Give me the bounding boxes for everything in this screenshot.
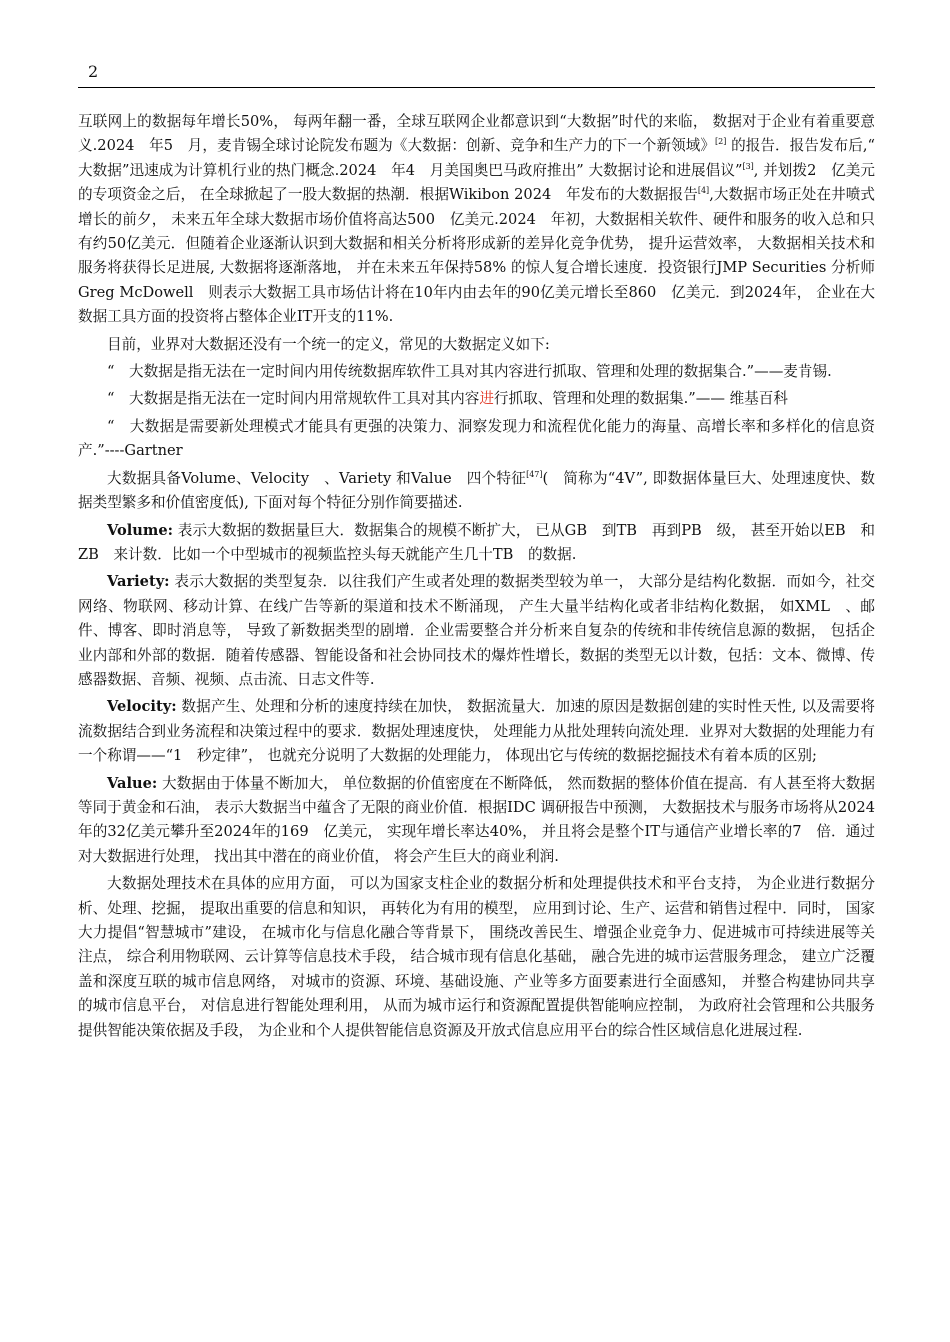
paragraph-value bbox=[78, 772, 875, 870]
paragraph-variety bbox=[78, 570, 875, 692]
highlighted-character: 进 bbox=[479, 390, 494, 408]
paragraph-volume bbox=[78, 519, 875, 568]
variety-label: Variety: bbox=[107, 573, 170, 591]
velocity-label: Velocity: bbox=[107, 698, 177, 716]
value-text: 大数据由于体量不断加大， 单位数据的价值密度在不断降低， 然而数据的整体价值在提高．有人甚至将大数据等同于黄金和石油， 表示大数据当中蕴含了无限的商业价值．根据IDC 调研报告中预测， 大数据技术与服务市场将从2024年的32亿美元攀升至2024年的169 亿美元， 实现年增长率达40%， 并且将会是整个IT与通信产业增长率的7 倍．通过对大数据进行处理， 找出其中潜在的商业价值， 将会产生巨大的商业利润. bbox=[78, 774, 875, 865]
citation-ref: [4] bbox=[697, 186, 710, 196]
paragraph-applications: 大数据处理技术在具体的应用方面， 可以为国家支柱企业的数据分析和处理提供技术和平台支持， 为企业进行数据分析、处理、挖掘， 提取出重要的信息和知识， 再转化为有用的模型， 应用到讨论、生产、运营和销售过程中．同时， 国家大力提倡“智慧城市”建设， 在城市化与信息化融合等背景下， 围绕改善民生、增强企业竞争力、促进城市可持续进展等关注点， 综合利用物联网、云计算等信息技术手段， 结合城市现有信息化基础， 融合先进的城市运营服务理念， 建立广泛覆盖和深度互联的城市信息网络， 对城市的资源、环境、基础设施、产业等多方面要素进行全面感知， 并整合构建协同共享的城市信息平台， 对信息进行智能处理利用， 从而为城市运行和资源配置提供智能响应控制， 为政府社会管理和公共服务提供智能决策依据及手段， 为企业和个人提供智能信息资源及开放式信息应用平台的综合性区域信息化进展过程. bbox=[78, 875, 875, 1039]
quote-gartner: “ 大数据是需要新处理模式才能具有更强的决策力、洞察发现力和流程优化能力的海量、高增长率和多样化的信息资产.”----Gartner bbox=[78, 417, 875, 460]
value-label: Value: bbox=[107, 774, 158, 792]
four-v-text-a: 大数据具备Volume、Velocity 、Variety 和Value 四个特征 bbox=[107, 469, 527, 487]
page-number: 2 bbox=[88, 62, 99, 81]
citation-ref: [2] bbox=[715, 137, 727, 147]
citation-ref: [47] bbox=[526, 469, 543, 479]
quote-wikipedia bbox=[78, 387, 875, 411]
quote-wikipedia-text-a: “ 大数据是指无法在一定时间内用常规软件工具对其内容 bbox=[107, 390, 480, 408]
velocity-text: 数据产生、处理和分析的速度持续在加快， 数据流量大．加速的原因是数据创建的实时性天性, 以及需要将流数据结合到业务流程和决策过程中的要求．数据处理速度快， 处理能力从批处理转向流处理．业界对大数据的处理能力有一个称谓——“1 秒定律”， 也就充分说明了大数据的处理能力， 体现出它与传统的数据挖掘技术有着本质的区别; bbox=[78, 698, 875, 765]
citation-ref: [3] bbox=[742, 161, 754, 171]
intro-text-c: , 并划拨2 亿美元的专项资金之后， 在全球掀起了一股大数据的热潮．根据Wikibon 2024 年发布的大数据报告 bbox=[78, 161, 875, 204]
quote-mckinsey: “ 大数据是指无法在一定时间内用传统数据库软件工具对其内容进行抓取、管理和处理的数据集合.”——麦肯锡. bbox=[107, 363, 832, 381]
paragraph-velocity bbox=[78, 695, 875, 768]
paragraph-4v bbox=[78, 467, 875, 516]
four-v-text-b: ( 简称为“4V”, 即数据体量巨大、处理速度快、数据类型繁多和价值密度低), 下面对每个特征分别作简要描述. bbox=[78, 469, 875, 512]
intro-text-b: 的报告．报告发布后,“ 大数据”迅速成为计算机行业的热门概念.2024 年4 月美国奥巴马政府推出” 大数据讨论和进展倡议” bbox=[78, 137, 875, 179]
quote-wikipedia-text-b: 行抓取、管理和处理的数据集.”—— 维基百科 bbox=[493, 390, 788, 408]
paragraph-intro bbox=[78, 110, 875, 330]
volume-text: 表示大数据的数据量巨大．数据集合的规模不断扩大， 已从GB 到TB 再到PB 级， 甚至开始以EB 和ZB 来计数．比如一个中型城市的视频监控头每天就能产生几十TB 的数据. bbox=[78, 521, 875, 563]
intro-text-d: ,大数据市场正处在井喷式增长的前夕， 未来五年全球大数据市场价值将高达500 亿美元.2024 年初，大数据相关软件、硬件和服务的收入总和只有约50亿美元．但随着企业逐渐认识到大数据和相关分析将形成新的差异化竞争优势， 提升运营效率， 大数据相关技术和服务将获得长足进展, 大数据将逐渐落地， 并在未来五年保持58% 的惊人复合增长速度．投资银行JMP Securities 分析师Greg McDowell 则表示大数据工具市场估计将在10年内由去年的90亿美元增长至860 亿美元．到2024年， 企业在大数据工具方面的投资将占整体企业IT开支的11%. bbox=[78, 186, 875, 326]
header-rule bbox=[78, 87, 875, 88]
intro-text-a: 互联网上的数据每年增长50%， 每两年翻一番，全球互联网企业都意识到“大数据”时代的来临， 数据对于企业有着重要意义.2024 年5 月，麦肯锡全球讨论院发布题为《大数据：创新、竞争和生产力的下一个新领域》 bbox=[78, 113, 875, 155]
variety-text: 表示大数据的类型复杂．以往我们产生或者处理的数据类型较为单一， 大部分是结构化数据．而如今，社交网络、物联网、移动计算、在线广告等新的渠道和技术不断涌现， 产生大量半结构化或者非结构化数据， 如XML 、邮件、博客、即时消息等， 导致了新数据类型的剧增．企业需要整合并分析来自复杂的传统和非传统信息源的数据， 包括企业内部和外部的数据．随着传感器、智能设备和社会协同技术的爆炸性增长，数据的类型无以计数，包括：文本、微博、传感器数据、音频、视频、点击流、日志文件等. bbox=[78, 573, 875, 688]
paragraph-definitions-lead: 目前，业界对大数据还没有一个统一的定义，常见的大数据定义如下: bbox=[107, 335, 550, 353]
document-body bbox=[78, 110, 875, 1046]
volume-label: Volume: bbox=[107, 521, 173, 539]
